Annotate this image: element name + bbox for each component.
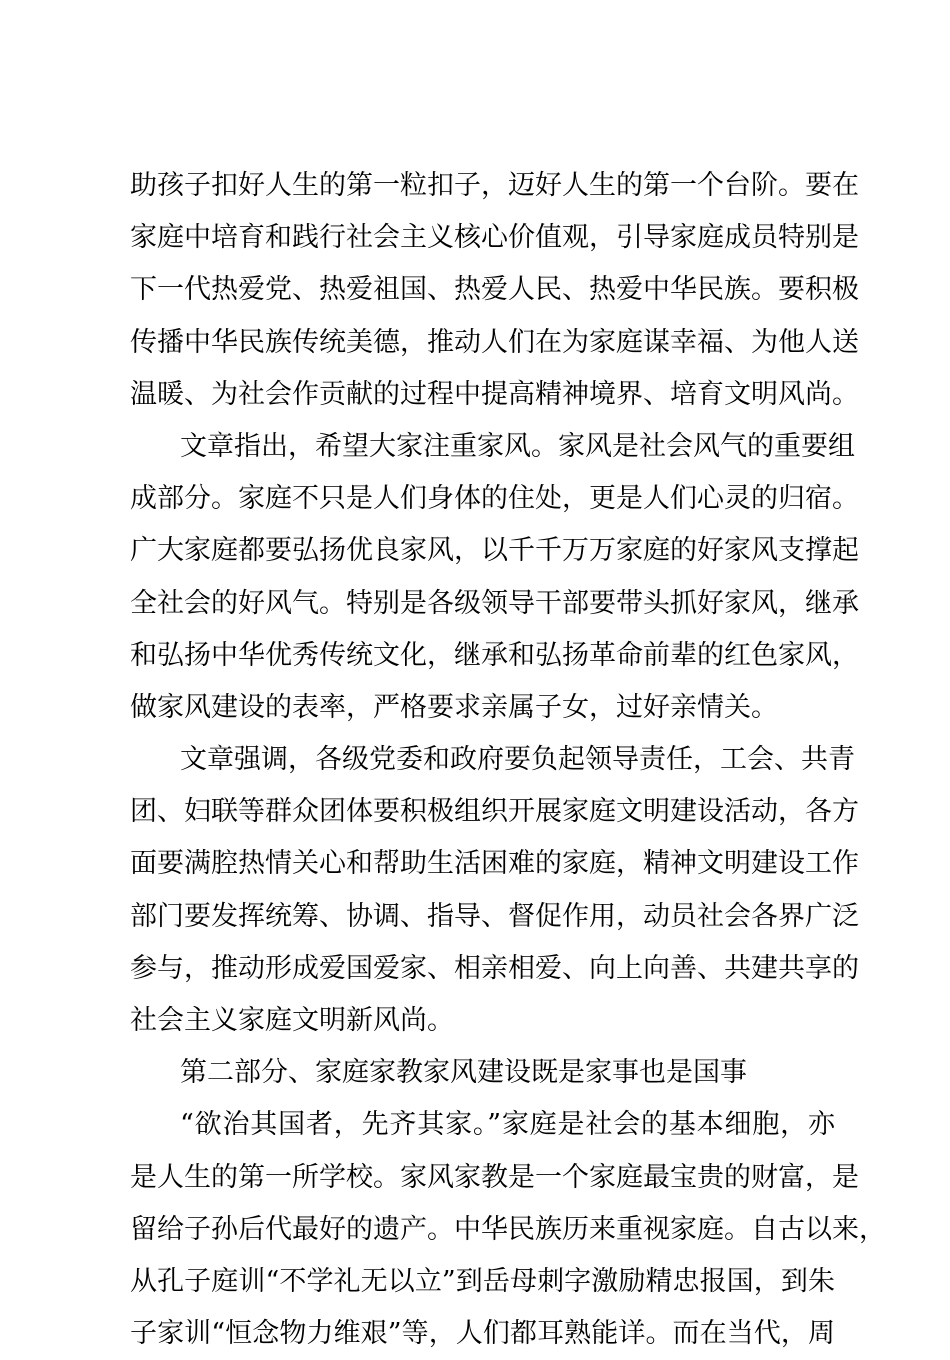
text-line: 从孔子庭训“不学礼无以立”到岳母刺字激励精忠报国，到朱 [130, 1265, 835, 1297]
text-line: 家庭中培育和践行社会主义核心价值观，引导家庭成员特别是 [130, 222, 859, 254]
text-line: 做家风建设的表率，严格要求亲属子女，过好亲情关。 [130, 691, 778, 723]
body-text [130, 160, 886, 1360]
section-heading: 第二部分、家庭家教家风建设既是家事也是国事 [180, 1057, 747, 1089]
text-line: 面要满腔热情关心和帮助生活困难的家庭，精神文明建设工作 [130, 848, 859, 880]
text-line: 温暖、为社会作贡献的过程中提高精神境界、培育文明风尚。 [130, 378, 859, 410]
text-line: 子家训“恒念物力维艰”等，人们都耳熟能详。而在当代，周 [130, 1318, 835, 1350]
paragraph-first-line: 文章强调，各级党委和政府要负起领导责任，工会、共青 [180, 744, 855, 776]
text-line: 助孩子扣好人生的第一粒扣子，迈好人生的第一个台阶。要在 [130, 170, 859, 201]
text-line: 下一代热爱党、热爱祖国、热爱人民、热爱中华民族。要积极 [130, 274, 859, 306]
text-line: 和弘扬中华优秀传统文化，继承和弘扬革命前辈的红色家风， [130, 639, 859, 671]
text-line: 广大家庭都要弘扬优良家风，以千千万万家庭的好家风支撑起 [130, 535, 859, 567]
text-line: 成部分。家庭不只是人们身体的住处，更是人们心灵的归宿。 [130, 483, 859, 515]
paragraph-first-line: 文章指出，希望大家注重家风。家风是社会风气的重要组 [180, 430, 855, 462]
text-line: 社会主义家庭文明新风尚。 [130, 1005, 454, 1036]
text-line: 参与，推动形成爱国爱家、相亲相爱、向上向善、共建共享的 [130, 952, 859, 984]
text-line: 部门要发挥统筹、协调、指导、督促作用，动员社会各界广泛 [130, 900, 859, 932]
paragraph-first-line: “欲治其国者，先齐其家。”家庭是社会的基本细胞，亦 [180, 1109, 835, 1141]
text-line: 传播中华民族传统美德，推动人们在为家庭谋幸福、为他人送 [130, 326, 859, 358]
text-line: 全社会的好风气。特别是各级领导干部要带头抓好家风，继承 [130, 587, 859, 619]
text-line: 是人生的第一所学校。家风家教是一个家庭最宝贵的财富，是 [130, 1161, 859, 1193]
text-line: 留给子孙后代最好的遗产。中华民族历来重视家庭。自古以来， [130, 1213, 886, 1245]
text-line: 团、妇联等群众团体要积极组织开展家庭文明建设活动，各方 [130, 796, 859, 828]
